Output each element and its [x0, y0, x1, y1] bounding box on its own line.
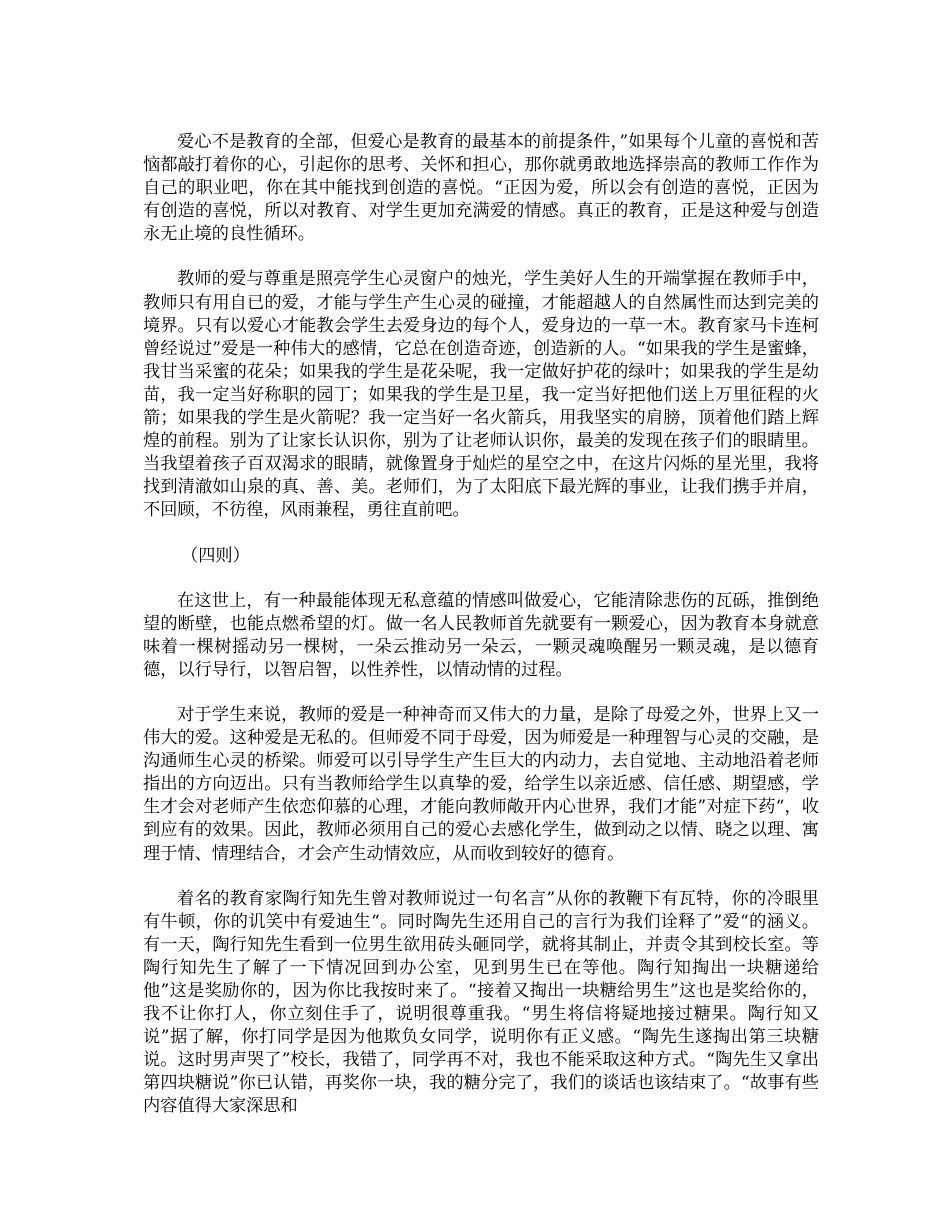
paragraph-teacher-love-power: 对于学生来说，教师的爱是一种神奇而又伟大的力量，是除了母爱之外，世界上又一伟大的爱。这种爱是无私的。但师爱不同于母爱，因为师爱是一种理智与心灵的交融，是沟通师生心灵的桥梁。师爱可以引导学生产生巨大的内动力，去自觉地、主动地沿着老师指出的方向迈出。只有当教师给学生以真挚的爱，给学生以亲近感、信任感、期望感，学生才会对老师产生依恋仰慕的心理，才能向教师敞开内心世界，我们才能”对症下药“，收到应有的效果。因此，教师必须用自己的爱心去感化学生，做到动之以情、晓之以理、寓理于情、情理结合，才会产生动情效应，从而收到较好的德育。: [143, 704, 819, 864]
document-body: [143, 131, 819, 1141]
paragraph-love-and-creation: 爱心不是教育的全部，但爱心是教育的最基本的前提条件，”如果每个儿童的喜悦和苦恼都敲打着你的心，引起你的思考、关怀和担心，那你就勇敢地选择崇高的教师工作作为自己的职业吧，你在其中能找到创造的喜悦。“正因为爱，所以会有创造的喜悦，正因为有创造的喜悦，所以对教育、对学生更加充满爱的情感。真正的教育，正是这种爱与创造永无止境的良性循环。: [143, 132, 819, 245]
paragraph-teacher-love-respect: 教师的爱与尊重是照亮学生心灵窗户的烛光，学生美好人生的开端掌握在教师手中，教师只有用自已的爱，才能与学生产生心灵的碰撞，才能超越人的自然属性而达到完美的境界。只有以爱心才能教会学生去爱身边的每个人，爱身边的一草一木。教育家马卡连柯曾经说过”爱是一种伟大的感情，它总在创造奇迹，创造新的人。“如果我的学生是蜜蜂，我甘当采蜜的花朵；如果我的学生是花朵呢，我一定做好护花的绿叶；如果我的学生是幼苗，我一定当好称职的园丁；如果我的学生是卫星，我一定当好把他们送上万里征程的火箭；如果我的学生是火箭呢？我一定当好一名火箭兵，用我坚实的肩膀，顶着他们踏上辉煌的前程。别为了让家长认识你，别为了让老师认识你，最美的发现在孩子们的眼睛里。当我望着孩子百双渴求的眼睛，就像置身于灿烂的星空之中，在这片闪烁的星光里，我将找到清澈如山泉的真、善、美。老师们，为了太阳底下最光辉的事业，让我们携手并肩，不回顾，不彷徨，风雨兼程，勇往直前吧。: [143, 269, 819, 521]
paragraph-tao-xingzhi-story: 着名的教育家陶行知先生曾对教师说过一句名言”从你的教鞭下有瓦特，你的冷眼里有牛顿，你的讥笑中有爱迪生“。同时陶先生还用自己的言行为我们诠释了”爱“的涵义。有一天，陶行知先生看到一位男生欲用砖头砸同学，就将其制止，并责令其到校长室。等陶行知先生了解了一下情况回到办公室，见到男生已在等他。陶行知掏出一块糖递给他”这是奖励你的，因为你比我按时来了。“接着又掏出一块糖给男生”这也是奖给你的，我不让你打人，你立刻住手了，说明很尊重我。“男生将信将疑地接过糖果。陶行知又说”据了解，你打同学是因为他欺负女同学，说明你有正义感。“陶先生遂掏出第三块糖说。这时男声哭了”校长，我错了，同学再不对，我也不能采取这种方式。“陶先生又拿出第四块糖说”你已认错，再奖你一块，我的糖分完了，我们的谈话也该结束了。“故事有些内容值得大家深思和: [143, 888, 819, 1117]
paragraph-selfless-love: 在这世上，有一种最能体现无私意蕴的情感叫做爱心，它能清除悲伤的瓦砾，推倒绝望的断壁，也能点燃希望的灯。做一名人民教师首先就要有一颗爱心，因为教育本身就意味着一棵树摇动另一棵树，一朵云推动另一朵云，一颗灵魂唤醒另一颗灵魂，是以德育德，以行导行，以智启智，以性养性，以情动情的过程。: [143, 590, 819, 680]
section-heading-four: （四则）: [181, 545, 250, 566]
